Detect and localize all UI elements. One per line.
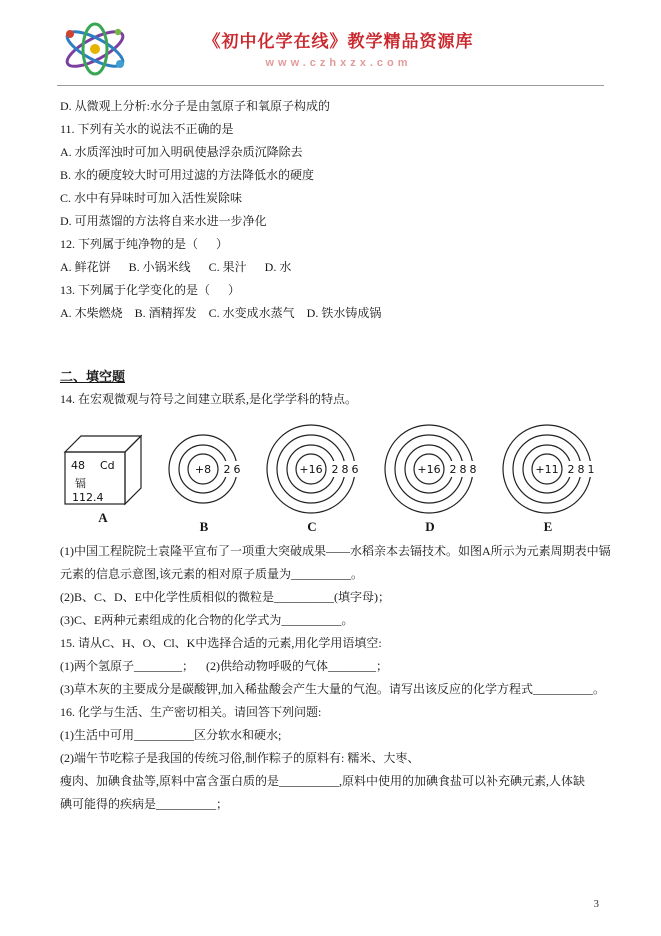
atom-structure-svg	[262, 420, 362, 518]
shell-electron-count: 8	[469, 463, 477, 476]
figure-label: E	[543, 519, 553, 534]
question-text-line: (3)C、E两种元素组成的化合物的化学式为__________。	[60, 613, 354, 627]
question-text-line: D. 从微观上分析:水分子是由氢原子和氧原子构成的	[60, 99, 331, 113]
question-text-line: (1)两个氢原子________； (2)供给动物呼吸的气体________；	[60, 659, 388, 673]
shell-electron-count: 6	[233, 463, 241, 476]
nucleus-charge: +16	[417, 463, 441, 476]
shell-electron-count: 8	[459, 463, 467, 476]
question-text-line: 11. 下列有关水的说法不正确的是	[60, 122, 234, 136]
atom-structure-svg	[164, 420, 244, 518]
question-text-line: (3)草木灰的主要成分是碳酸钾,加入稀盐酸会产生大量的气泡。请写出该反应的化学方程式__________。	[60, 682, 605, 696]
question-text-line: 元素的信息示意图,该元素的相对原子质量为__________。	[60, 567, 364, 581]
question-text-line: (1)生活中可用__________区分软水和硬水;	[60, 728, 282, 742]
shell-electron-count: 1	[587, 463, 595, 476]
site-url: www.czhxzx.com	[265, 57, 412, 69]
atom-structure-diagram	[164, 420, 244, 535]
atom-structure-diagram	[262, 420, 362, 535]
shell-electron-count: 2	[331, 463, 339, 476]
question-block-top	[60, 95, 603, 411]
question-text-line: (1)中国工程院院士袁隆平宣布了一项重大突破成果——水稻亲本去镉技术。如图A所示为元素周期表中镉	[60, 544, 611, 558]
page-header	[0, 0, 661, 82]
atom-structure-diagram	[498, 420, 598, 535]
question-text-line: B. 水的硬度较大时可用过滤的方法降低水的硬度	[60, 168, 315, 182]
figure-label: A	[98, 510, 108, 525]
atom-structure-svg	[380, 420, 480, 518]
question-text-line: (2)端午节吃粽子是我国的传统习俗,制作粽子的原料有: 糯米、大枣、	[60, 751, 420, 765]
question-text-line: 14. 在宏观微观与符号之间建立联系,是化学学科的特点。	[60, 392, 358, 406]
question-text-line: C. 水中有异味时可加入活性炭除味	[60, 191, 243, 205]
question-text-line: 13. 下列属于化学变化的是（ ）	[60, 283, 241, 297]
atom-structure-diagram	[380, 420, 480, 535]
element-symbol: Cd	[100, 459, 115, 472]
header-text-block	[130, 27, 603, 69]
nucleus-charge: +16	[299, 463, 323, 476]
question-text-line: 瘦肉、加碘食盐等,原料中富含蛋白质的是__________,原料中使用的加碘食盐可以补充碘元素,人体缺	[60, 774, 586, 788]
figure-label: D	[425, 519, 435, 534]
question-text-line: (2)B、C、D、E中化学性质相似的微粒是__________(填字母)；	[60, 590, 390, 604]
section-heading: 二、填空题	[60, 369, 126, 384]
question-text-line: 16. 化学与生活、生产密切相关。请回答下列问题:	[60, 705, 322, 719]
question-text-line: D. 可用蒸馏的方法将自来水进一步净化	[60, 214, 267, 228]
question-text-line: 碘可能得的疾病是__________；	[60, 797, 229, 811]
element-name: 镉	[75, 477, 86, 490]
shell-electron-count: 2	[223, 463, 231, 476]
atomic-mass: 112.4	[72, 491, 104, 504]
atomic-number: 48	[71, 459, 85, 472]
figure-label: C	[307, 519, 317, 534]
question-block-bottom	[60, 540, 611, 816]
atom-structure-svg	[498, 420, 598, 518]
figure-label: B	[199, 519, 209, 534]
element-info-box	[60, 429, 146, 526]
question-text-line: A. 水质浑浊时可加入明矾使悬浮杂质沉降除去	[60, 145, 303, 159]
atom-diagrams-row	[164, 420, 598, 535]
shell-electron-count: 2	[449, 463, 457, 476]
nucleus-charge: +8	[194, 463, 212, 476]
question-text-line: 15. 请从C、H、O、Cl、K中选择合适的元素,用化学用语填空:	[60, 636, 382, 650]
question-text-line: A. 木柴燃烧 B. 酒精挥发 C. 水变成水蒸气 D. 铁水铸成锅	[60, 306, 382, 320]
shell-electron-count: 6	[351, 463, 359, 476]
shell-electron-count: 2	[567, 463, 575, 476]
element-cube-diagram	[60, 429, 146, 509]
document-content	[0, 86, 661, 816]
nucleus-charge: +11	[535, 463, 559, 476]
shell-electron-count: 8	[577, 463, 585, 476]
site-title: 《初中化学在线》教学精品资源库	[203, 32, 474, 51]
page-number: 3	[593, 898, 599, 910]
question-text-line: 12. 下列属于纯净物的是（ ）	[60, 237, 229, 251]
atom-logo-icon	[60, 20, 130, 76]
atomic-structure-figure	[60, 420, 603, 535]
shell-electron-count: 8	[341, 463, 349, 476]
question-text-line: A. 鲜花饼 B. 小锅米线 C. 果汁 D. 水	[60, 260, 292, 274]
